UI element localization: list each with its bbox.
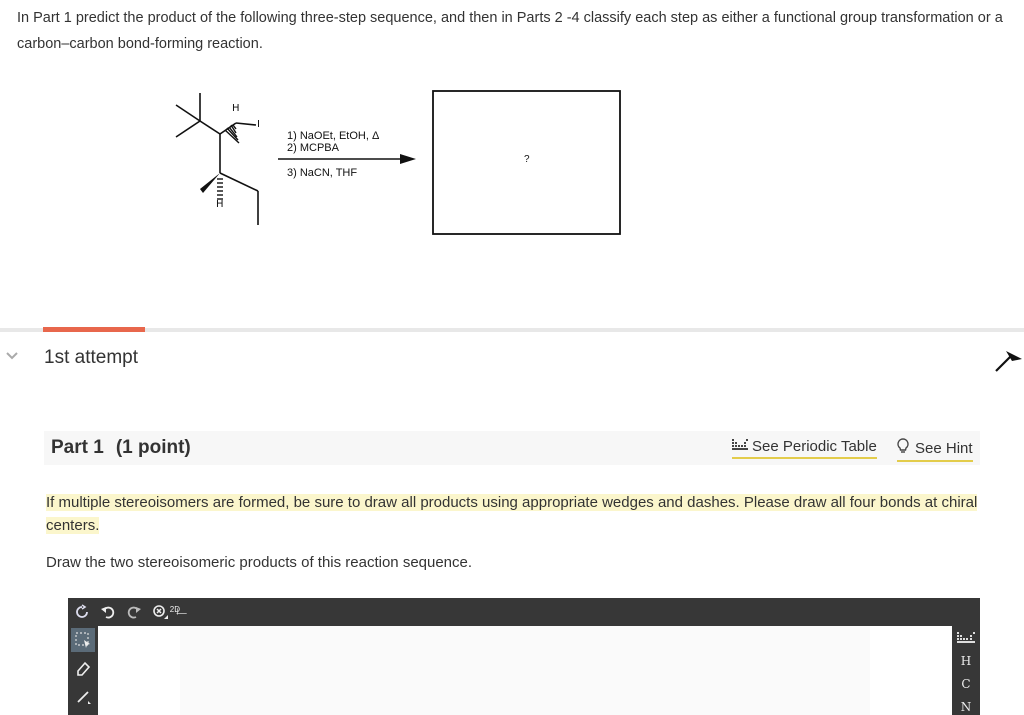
dash-bond: [225, 125, 239, 143]
element-c-button[interactable]: C: [961, 676, 971, 691]
select-icon[interactable]: [71, 628, 95, 652]
bond: [176, 105, 200, 121]
element-h-button[interactable]: H: [960, 654, 972, 669]
condition-step-3: 3) NaCN, THF: [287, 167, 358, 179]
bond-icon[interactable]: [71, 684, 95, 708]
structure-editor: [68, 598, 980, 715]
part-title: [51, 437, 191, 459]
periodic-table-link[interactable]: [732, 438, 877, 459]
lightbulb-icon: [897, 438, 909, 458]
atom-h-top: H: [232, 103, 240, 114]
stereo-notice: [46, 491, 986, 537]
left-toolbar: [68, 626, 98, 715]
canvas-area[interactable]: [180, 626, 870, 715]
redo-icon[interactable]: [124, 602, 144, 622]
drawing-canvas[interactable]: [98, 626, 952, 715]
condition-step-1: 1) NaOEt, EtOH, Δ: [287, 130, 380, 142]
question-text: In Part 1 predict the product of the following three-step sequence, and then in Parts 2 -4 classify each step as either a functional group transformation or a carbon–carbon bond-forming reaction.: [17, 10, 1003, 52]
bond: [200, 121, 220, 134]
arrowhead: [400, 154, 416, 164]
atom-h-bottom: H: [216, 199, 224, 210]
hint-label: See Hint: [915, 439, 973, 457]
part-points: (1 point): [115, 437, 191, 458]
part-header: [44, 431, 980, 465]
2d-toggle[interactable]: [169, 602, 198, 622]
2d-label: 2D: [169, 604, 180, 614]
bond: [236, 123, 256, 125]
product-placeholder: ?: [524, 154, 530, 165]
notice-text: If multiple stereoisomers are formed, be sure to draw all products using appropriate wedges and dashes. Please draw all four bonds at chiral centers.: [46, 494, 978, 534]
dash-bond-lower: [217, 179, 223, 199]
periodic-table-label: See Periodic Table: [752, 438, 877, 455]
zoom-icon[interactable]: [150, 602, 170, 622]
attempt-indicator: [43, 327, 145, 332]
section-divider: [0, 328, 1024, 332]
bond: [176, 121, 200, 137]
reaction-scheme: [160, 85, 640, 245]
editor-toolbar: [68, 598, 980, 626]
chevron-down-icon[interactable]: [5, 350, 23, 368]
right-toolbar: [952, 626, 980, 715]
part-label: Part 1: [51, 437, 104, 458]
condition-step-2: 2) MCPBA: [287, 142, 339, 154]
periodic-table-icon: [732, 438, 748, 455]
bond: [220, 173, 258, 191]
eraser-icon[interactable]: [71, 656, 95, 680]
atom-iodine: I: [257, 119, 260, 130]
see-hint-link[interactable]: [897, 438, 973, 462]
instruction-text: Draw the two stereoisomeric products of this reaction sequence.: [46, 554, 473, 571]
element-n-button[interactable]: N: [960, 699, 972, 714]
expand-icon[interactable]: [994, 347, 1024, 375]
attempt-title: 1st attempt: [44, 347, 138, 368]
clear-icon[interactable]: [72, 602, 92, 622]
periodic-table-tool-icon[interactable]: [954, 630, 978, 647]
undo-icon[interactable]: [98, 602, 118, 622]
